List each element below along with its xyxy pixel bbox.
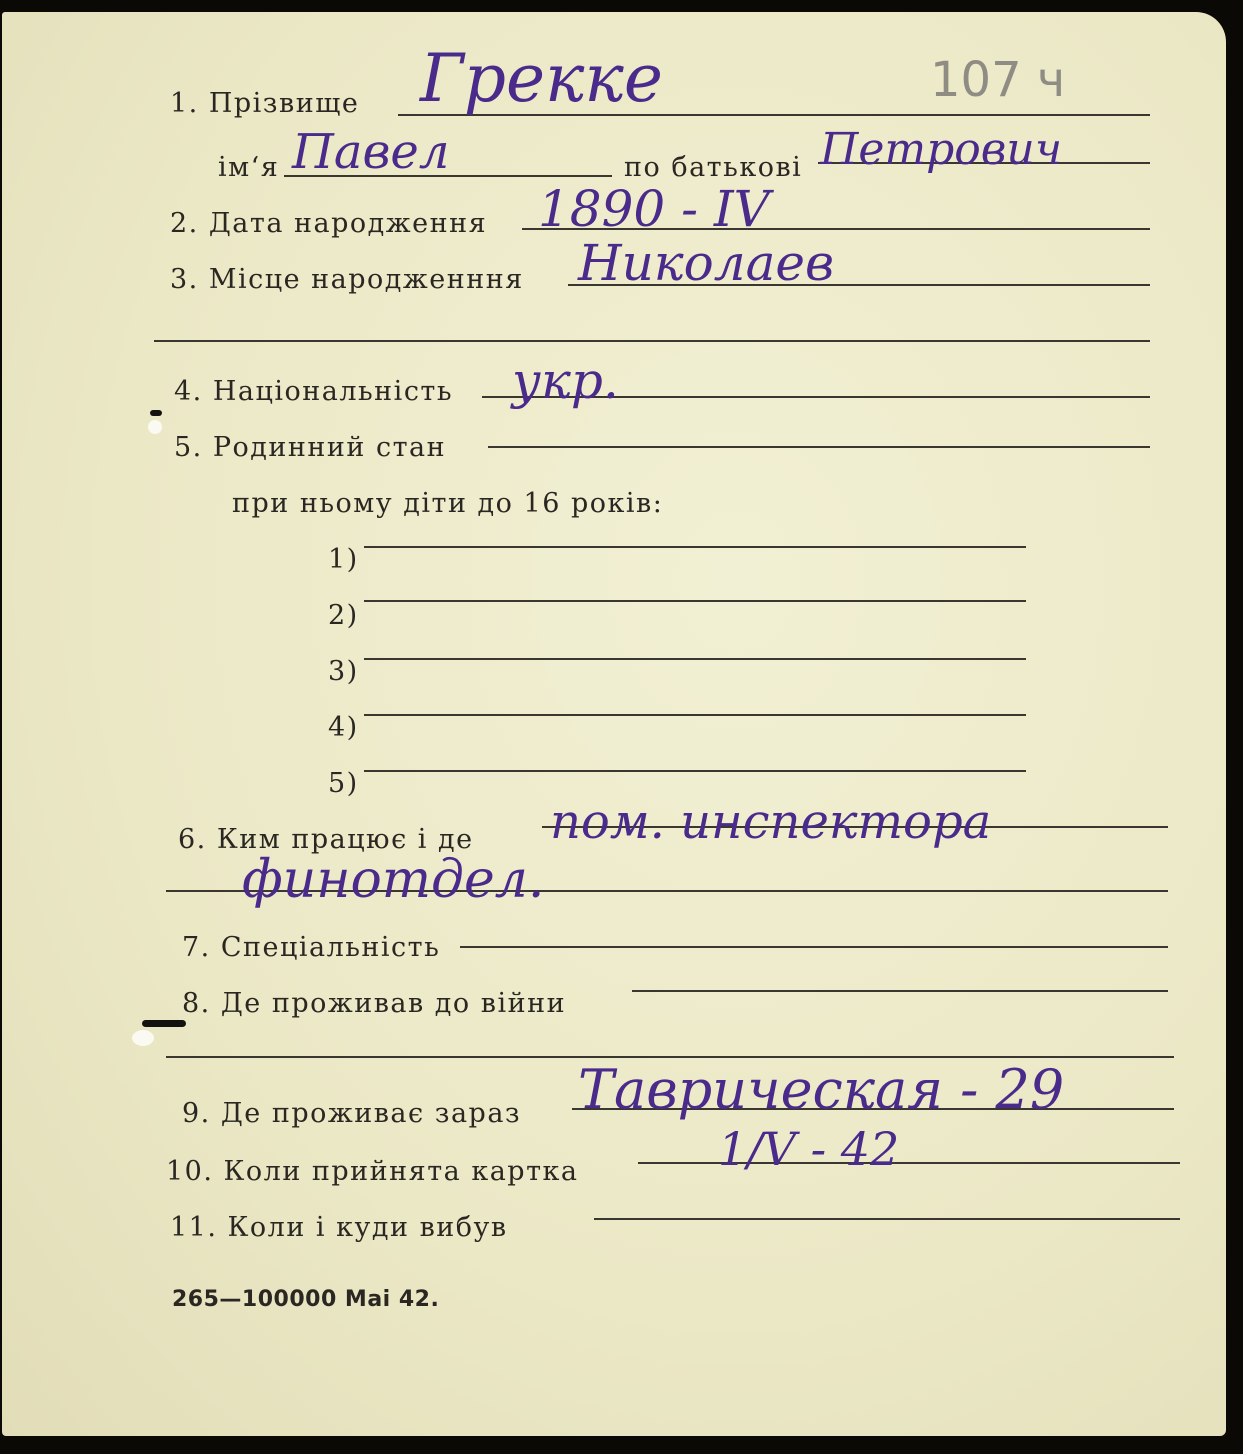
nationality-value: укр. (512, 352, 619, 410)
ink-mark-lower (142, 1020, 186, 1027)
child-5-label: 5) (328, 768, 359, 799)
child-1-line (364, 546, 1026, 548)
child-2-line (364, 600, 1026, 602)
child-3-label: 3) (328, 656, 359, 687)
marital-status-label: 5. Родинний стан (174, 432, 447, 463)
punch-hole-lower (132, 1030, 154, 1046)
child-1-label: 1) (328, 544, 359, 575)
child-4-label: 4) (328, 712, 359, 743)
surname-label: 1. Прізвище (170, 88, 360, 119)
print-code: 265—100000 Mai 42. (172, 1287, 440, 1312)
marital-status-line (488, 446, 1150, 448)
employment-value-line2: финотдел. (242, 850, 545, 910)
specialty-label: 7. Спеціальність (182, 932, 441, 963)
employment-value-line1: пом. инспектора (550, 794, 992, 850)
current-residence-label: 9. Де проживає зараз (182, 1098, 522, 1129)
child-3-line (364, 658, 1026, 660)
card-accepted-value: 1/V - 42 (718, 1122, 900, 1176)
employment-label: 6. Ким працює і де (178, 824, 474, 855)
prewar-residence-label: 8. Де проживав до війни (182, 988, 567, 1019)
child-5-line (364, 770, 1026, 772)
child-2-label: 2) (328, 600, 359, 631)
first-name-label: ім‘я (218, 152, 280, 183)
first-name-value: Павел (292, 124, 450, 180)
specialty-line (460, 946, 1168, 948)
departed-line (594, 1218, 1180, 1220)
birth-place-extra-line (154, 340, 1150, 342)
card-accepted-label: 10. Коли прийнята картка (166, 1156, 579, 1187)
surname-value: Грекке (420, 40, 663, 117)
birth-date-value: 1890 - IV (538, 180, 770, 238)
children-label: при ньому діти до 16 років: (232, 488, 664, 519)
prewar-residence-line (632, 990, 1168, 992)
current-residence-value: Таврическая - 29 (578, 1058, 1065, 1121)
child-4-line (364, 714, 1026, 716)
registration-card (2, 12, 1226, 1436)
departed-label: 11. Коли і куди вибув (170, 1212, 508, 1243)
birth-place-value: Николаев (578, 234, 835, 292)
patronymic-value: Петрович (820, 124, 1063, 175)
birth-place-label: 3. Місце народженння (170, 264, 524, 295)
birth-date-label: 2. Дата народження (170, 208, 488, 239)
punch-hole-upper (148, 420, 162, 434)
ink-mark-upper (150, 410, 162, 416)
patronymic-label: по батькові (624, 152, 803, 183)
pencil-note: 107 ч (930, 52, 1066, 108)
nationality-label: 4. Національність (174, 376, 454, 407)
